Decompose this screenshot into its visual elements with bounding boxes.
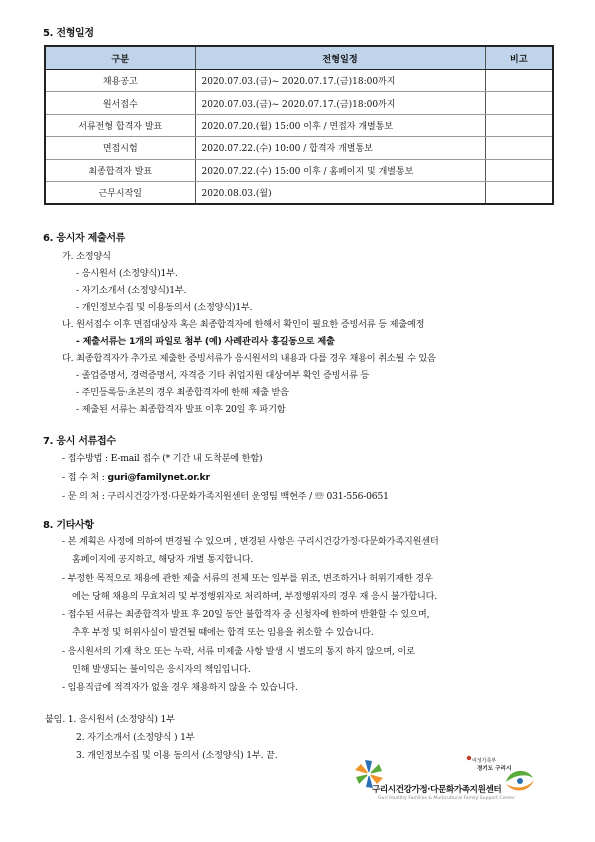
header-schedule: 전형일정 [195,46,485,70]
attachment-line: 2. 자기소개서 (소정양식 ) 1부 [76,732,195,743]
cell-category: 근무시작일 [45,181,195,204]
submission-place [62,469,210,483]
cell-category: 최종합격자 발표 [45,159,195,181]
logo-ministry: 여성가족부 [472,758,497,764]
table-row [45,137,553,159]
list-item-bold: - 제출서류는 1개의 파일로 첨부 (예) 사례관리사 홍길동으로 제출 [76,336,335,347]
cell-schedule: 2020.07.22.(수) 15:00 이후 / 홈페이지 및 개별통보 [195,159,485,181]
submission-email-link[interactable]: guri@familynet.or.kr [107,472,210,483]
note-line: 추후 부정 및 허위사실이 발견될 때에는 합격 또는 임용을 취소할 수 있습니다. [72,627,374,638]
schedule-header-row [45,46,553,70]
note-line: - 임용직급에 적격자가 없을 경우 채용하지 않을 수 있습니다. [62,682,298,693]
table-row [45,181,553,204]
cell-note [485,159,553,181]
logo-center-name: 구리시건강가정·다문화가족지원센터 [372,785,502,795]
note-line: 인해 발생되는 불이익은 응시자의 책임입니다. [72,664,251,675]
cell-schedule: 2020.07.20.(월) 15:00 이후 / 면접자 개별통보 [195,114,485,136]
table-row [45,92,553,114]
logo-center-subtitle: Guri Healthy Families & Multicultural Family Support Center [378,796,515,801]
subsection-da: 다. 최종합격자가 추가로 제출한 증빙서류가 응시원서의 내용과 다를 경우 채용이 취소될 수 있음 [62,353,436,364]
cell-note [485,114,553,136]
gov-emblem-icon [467,756,471,760]
submission-method: - 접수방법 : E-mail 접수 (* 기간 내 도착분에 한함) [62,453,263,464]
cell-note [485,137,553,159]
list-item: - 졸업증명서, 경력증명서, 자격증 기타 취업지원 대상여부 확인 증빙서류 등 [76,370,370,381]
note-line: - 응시원서의 기재 착오 또는 누락, 서류 미제출 사항 발생 시 별도의 통지 하지 않으며, 이로 [62,646,415,657]
cell-category: 면접시험 [45,137,195,159]
schedule-table [44,45,554,205]
section-7-title: 7. 응시 서류접수 [43,436,116,447]
table-row [45,114,553,136]
cell-note [485,92,553,114]
note-line: - 부정한 목적으로 채용에 관한 제출 서류의 전체 또는 일부를 위조, 변조하거나 허위기재한 경우 [62,573,433,584]
cell-category: 원서접수 [45,92,195,114]
logo-city: 경기도 구리시 [477,766,512,772]
cell-schedule: 2020.07.03.(금)~ 2020.07.17.(금)18:00까지 [195,92,485,114]
note-line: - 본 계획은 사정에 의하여 변경될 수 있으며 , 변경된 사항은 구리시건강가정·다문화가족지원센터 [62,536,439,547]
table-row [45,159,553,181]
subsection-ga: 가. 소정양식 [62,251,111,262]
header-category: 구분 [45,46,195,70]
table-row [45,70,553,92]
cell-schedule: 2020.08.03.(월) [195,181,485,204]
note-line: - 접수된 서류는 최종합격자 발표 후 20일 동안 불합격자 중 신청자에 한하여 반환할 수 있으며, [62,609,430,620]
list-item: - 제출된 서류는 최종합격자 발표 이후 20일 후 파기함 [76,404,286,415]
cell-note [485,70,553,92]
cell-schedule: 2020.07.03.(금)~ 2020.07.17.(금)18:00까지 [195,70,485,92]
section-8-title: 8. 기타사항 [43,520,94,531]
attachment-line: 붙임. 1. 응시원서 (소정양식) 1부 [45,714,175,725]
header-note: 비고 [485,46,553,70]
submission-place-label: - 접 수 처 : [62,472,108,483]
cell-schedule: 2020.07.22.(수) 10:00 / 합격자 개별통보 [195,137,485,159]
list-item: - 자기소개서 (소정양식)1부. [76,285,187,296]
list-item: - 응시원서 (소정양식)1부. [76,268,178,279]
attachment-line: 3. 개인정보수집 및 이용 동의서 (소정양식) 1부. 끝. [76,750,278,761]
note-line: 홈페이지에 공지하고, 해당자 개별 통지합니다. [72,554,254,565]
note-line: 에는 당해 채용의 무효처리 및 부정행위자로 처리하며, 부정행위자의 경우 재 응시 불가합니다. [72,591,438,602]
contact-info: - 문 의 처 : 구리시건강가정·다문화가족지원센터 운영팀 백현주 / ☏ 031-556-0651 [62,491,389,502]
section-5-title: 5. 전형일정 [43,28,94,39]
list-item: - 개인정보수집 및 이용동의서 (소정양식)1부. [76,302,253,313]
cell-category: 채용공고 [45,70,195,92]
cell-category: 서류전형 합격자 발표 [45,114,195,136]
cell-note [485,181,553,204]
subsection-na: 나. 원서접수 이후 면접대상자 혹은 최종합격자에 한해서 확인이 필요한 증빙서류 등 제출예정 [62,319,425,330]
wave-emblem-icon [506,771,534,790]
list-item: - 주민등록등·초본의 경우 최종합격자에 한해 제출 받음 [76,387,289,398]
section-6-title: 6. 응시자 제출서류 [43,233,126,244]
